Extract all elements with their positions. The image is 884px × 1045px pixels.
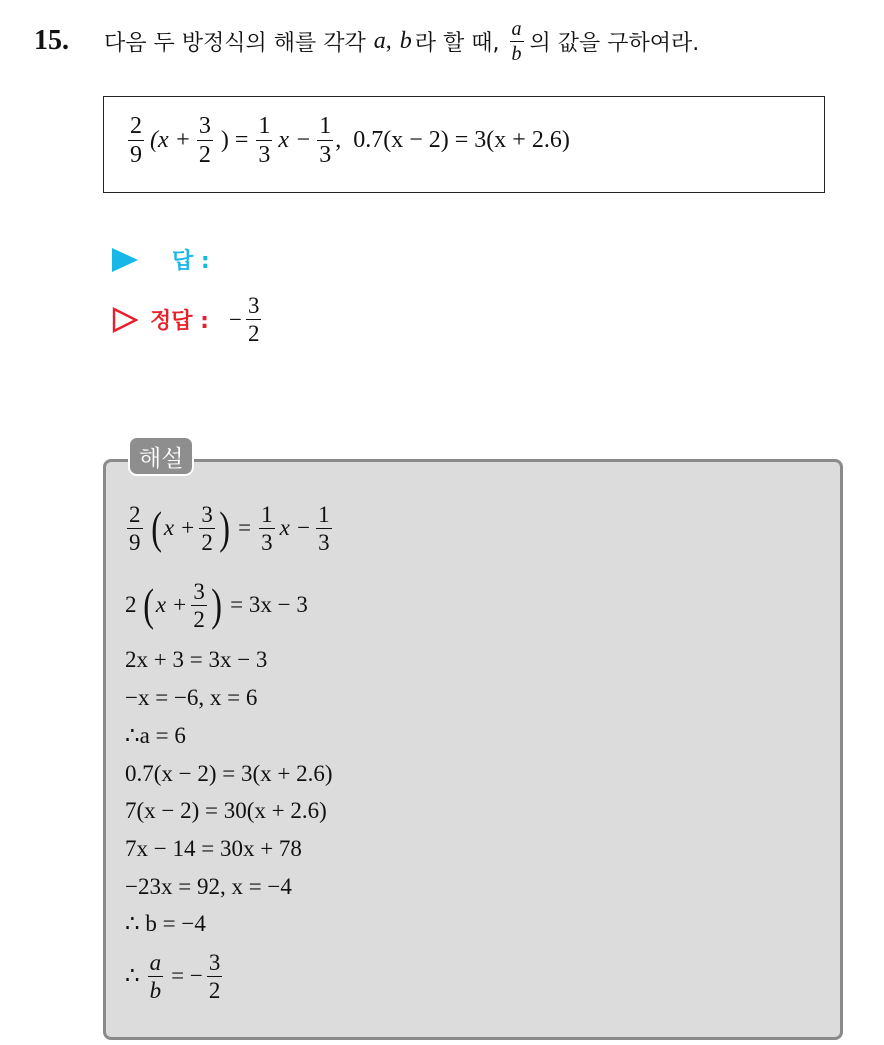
sol-part: = −	[171, 963, 203, 988]
answer-row	[112, 244, 210, 275]
eq-part: , 0.7(x − 2) = 3(x + 2.6)	[335, 127, 570, 153]
solution-line-1	[125, 497, 334, 559]
solution-line-11	[125, 945, 224, 1007]
correct-answer-label: 정답 :	[150, 309, 209, 334]
fraction: $\frac{1}{3}$	[318, 501, 330, 555]
fraction: $\frac{2}{9}$	[130, 113, 142, 168]
paren-open: (	[142, 579, 154, 630]
sol-part: x +	[155, 592, 188, 617]
solution-line-4: −x = −6, x = 6	[125, 685, 258, 710]
solution-line-5: ∴a = 6	[125, 723, 186, 748]
sol-part: 2	[125, 592, 137, 617]
sol-part: = 3x − 3	[230, 592, 308, 617]
eq-part: x −	[278, 127, 312, 153]
question-text: 다음 두 방정식의 해를 각각	[104, 30, 366, 56]
answer-label: 답 :	[172, 249, 210, 274]
fraction: $\frac{1}{3}$	[261, 501, 273, 555]
fraction: $\frac{3}{2}$	[208, 949, 221, 1003]
question-text-mid: 라 할 때,	[414, 30, 500, 56]
solution-line-2	[125, 574, 308, 636]
var-b: b	[399, 27, 412, 54]
solution-line-6: 0.7(x − 2) = 3(x + 2.6)	[125, 761, 333, 786]
sol-part: =	[238, 515, 252, 540]
fraction: $\frac{2}{9}$	[129, 501, 141, 555]
sol-part: x +	[163, 515, 196, 540]
correct-answer-value	[229, 294, 263, 345]
solution-line-8: 7x − 14 = 30x + 78	[125, 836, 302, 861]
sol-part: x −	[279, 515, 312, 540]
question-text-end: 의 값을 구하여라.	[529, 30, 700, 56]
fraction: $\frac{1}{3}$	[319, 113, 332, 168]
minus-sign: −	[228, 306, 242, 332]
solution-line-3: 2x + 3 = 3x − 3	[125, 647, 268, 672]
eq-part: (x +	[150, 127, 191, 153]
solution-line-10: ∴ b = −4	[125, 911, 206, 936]
equation-line	[126, 114, 570, 167]
fraction: $\frac{3}{2}$	[193, 578, 205, 632]
fraction: $\frac{1}{3}$	[258, 113, 271, 168]
solution-tag: 해설	[128, 436, 194, 476]
fraction: $\frac{a}{b}$	[149, 949, 162, 1003]
solution-line-7: 7(x − 2) = 30(x + 2.6)	[125, 798, 327, 823]
therefore-symbol: ∴	[125, 963, 140, 988]
fraction: $\frac{3}{2}$	[247, 293, 260, 346]
paren-close: )	[211, 579, 222, 630]
correct-answer-row	[112, 294, 263, 345]
fraction: $\frac{3}{2}$	[201, 501, 213, 555]
paren-close: )	[219, 502, 230, 553]
var-a: a	[373, 27, 386, 54]
equation-box	[103, 96, 825, 193]
question-line	[34, 17, 700, 65]
outline-play-icon	[112, 307, 138, 333]
eq-part: ) =	[220, 127, 249, 153]
fraction-denominator: b	[511, 42, 522, 65]
separator: ,	[385, 27, 392, 54]
fraction: $\frac{3}{2}$	[198, 113, 211, 168]
solution-line-9: −23x = 92, x = −4	[125, 874, 292, 899]
play-icon	[112, 248, 138, 272]
paren-open: (	[150, 502, 162, 553]
question-number: 15.	[34, 25, 69, 56]
fraction-numerator: a	[511, 17, 522, 40]
question-fraction	[510, 19, 524, 64]
